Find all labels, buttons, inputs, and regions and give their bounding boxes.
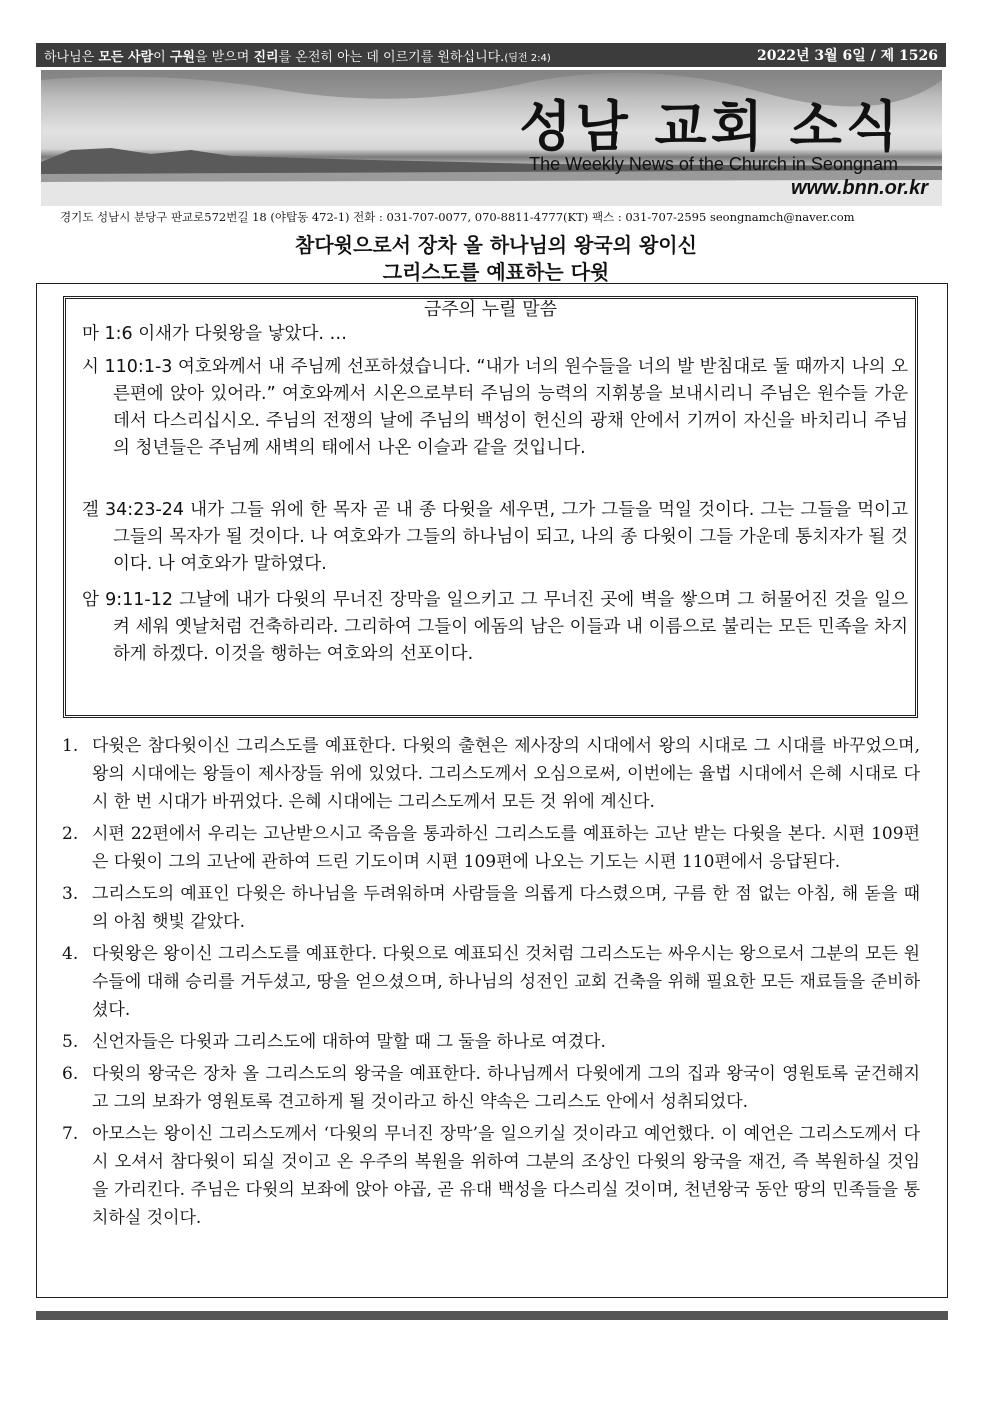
scripture-verse: 암 9:11-12 그날에 내가 다윗의 무너진 장막을 일으키고 그 무너진 곳에 벽을 쌓으며 그 허물어진 것을 일으켜 세워 옛날처럼 건축하리라. 그리하여 그들이 에돔의 남은 이들과 내 이름으로 불리는 모든 민족을 차지하게 하겠다. 이것을 행하는 여호와의 선포이다. [82, 590, 908, 664]
footer-bar [36, 1311, 948, 1320]
point-number: 6. [62, 1064, 79, 1084]
point-number: 1. [62, 736, 79, 756]
point-text: 시편 22편에서 우리는 고난받으시고 죽음을 통과하신 그리스도를 예표하는 고난 받는 다윗을 본다. 시편 109편은 다윗이 그의 고난에 관하여 드린 기도이며 시편 109편에 나오는 기도는 시편 110편에서 응답된다. [92, 824, 920, 872]
motto-part: 모든 사람 [98, 49, 154, 65]
outline-point [62, 880, 920, 936]
issue-date: 2022년 3월 6일 / 제 1526 [757, 48, 938, 64]
scripture-verse: 겔 34:23-24 내가 그들 위에 한 목자 곧 내 종 다윗을 세우면, 그가 그들을 먹일 것이다. 그는 그들을 먹이고 그들의 목자가 될 것이다. 나 여호와가 그들의 하나님이 되고, 나의 종 다윗이 그들 가운데 통치자가 될 것이다. 나 여호와가 말하였다. [82, 500, 908, 574]
church-address: 경기도 성남시 분당구 판교로572번길 18 (야탑동 472-1) 전화 : 031-707-0077, 070-8811-4777(KT) 팩스 : 031-707-2595 seongnamch@naver.com [60, 210, 855, 224]
point-number: 3. [62, 884, 79, 904]
masthead-banner [41, 70, 942, 206]
outline-point [62, 1060, 920, 1116]
outline-point [62, 1120, 920, 1232]
outline-point [62, 820, 920, 876]
outline-points [62, 732, 920, 1236]
point-number: 2. [62, 824, 79, 844]
motto-part: 구원 [169, 49, 195, 65]
outline-point [62, 940, 920, 1024]
motto-reference: (딤전 2:4) [504, 52, 551, 64]
website-url[interactable]: www.bnn.or.kr [790, 177, 928, 199]
point-text: 다윗왕은 왕이신 그리스도를 예표한다. 다윗으로 예표되신 것처럼 그리스도는 싸우시는 왕으로서 그분의 모든 원수들에 대해 승리를 거두셨고, 땅을 얻으셨으며, 하나님의 성전인 교회 건축을 위해 필요한 모든 재료들을 준비하셨다. [92, 944, 920, 1020]
scripture-box [63, 296, 918, 718]
point-text: 아모스는 왕이신 그리스도께서 ‘다윗의 무너진 장막’을 일으키실 것이라고 예언했다. 이 예언은 그리스도께서 다시 오셔서 참다윗이 되실 것이고 온 우주의 복원을 위하여 그분의 조상인 다윗의 왕국을 재건, 즉 복원하실 것임을 가리킨다. 주님은 다윗의 보좌에 앉아 야곱, 곧 유대 백성을 다스리실 것이며, 천년왕국 동안 땅의 민족들을 통치하실 것이다. [92, 1124, 920, 1228]
masthead-top-bar [36, 43, 946, 67]
newsletter-title: 성남 교회 소식 [519, 94, 902, 158]
motto-part: 를 온전히 아는 데 이르기를 원하십니다. [278, 49, 505, 65]
scripture-verse: 마 1:6 이새가 다윗왕을 낳았다. … [82, 324, 347, 344]
motto [44, 46, 551, 65]
outline-point [62, 732, 920, 816]
point-number: 5. [62, 1032, 79, 1052]
outline-point [62, 1028, 920, 1056]
motto-part: 을 받으며 [194, 49, 254, 65]
motto-part: 하나님은 [44, 49, 99, 65]
motto-part: 진리 [253, 49, 279, 65]
point-text: 그리스도의 예표인 다윗은 하나님을 두려워하며 사람들을 의롭게 다스렸으며, 구름 한 점 없는 아침, 해 돋을 때의 아침 햇빛 같았다. [92, 884, 920, 932]
main-heading-line2: 그리스도를 예표하는 다윗 [382, 260, 610, 284]
point-text: 신언자들은 다윗과 그리스도에 대하여 말할 때 그 둘을 하나로 여겼다. [92, 1032, 606, 1052]
scripture-title: 금주의 누릴 말씀 [423, 299, 558, 320]
scripture-verse: 시 110:1-3 여호와께서 내 주님께 선포하셨습니다. “내가 너의 원수들을 너의 발 받침대로 둘 때까지 나의 오른편에 앉아 있어라.” 여호와께서 시온으로부터 주님의 능력의 지휘봉을 보내시리니 주님은 원수들 가운데서 다스리십시오. 주님의 전쟁의 날에 주님의 백성이 헌신의 광채 안에서 기꺼이 자신을 바치리니 주님의 청년들은 주님께 새벽의 태에서 나온 이슬과 같을 것입니다. [82, 357, 908, 458]
main-heading-line1: 참다윗으로서 장차 올 하나님의 왕국의 왕이신 [295, 233, 697, 257]
point-text: 다윗은 참다윗이신 그리스도를 예표한다. 다윗의 출현은 제사장의 시대에서 왕의 시대로 그 시대를 바꾸었으며, 왕의 시대에는 왕들이 제사장들 위에 있었다. 그리스도께서 오심으로써, 이번에는 율법 시대에서 은혜 시대로 다시 한 번 시대가 바뀌었다. 은혜 시대에는 그리스도께서 모든 것 위에 계신다. [92, 736, 920, 812]
point-text: 다윗의 왕국은 장차 올 그리스도의 왕국을 예표한다. 하나님께서 다윗에게 그의 집과 왕국이 영원토록 굳건해지고 그의 보좌가 영원토록 견고하게 될 것이라고 하신 약속은 그리스도 안에서 성취되었다. [92, 1064, 920, 1112]
point-number: 7. [62, 1124, 79, 1144]
motto-part: 이 [153, 49, 170, 65]
point-number: 4. [62, 944, 79, 964]
newsletter-subtitle: The Weekly News of the Church in Seongnam [529, 154, 898, 174]
